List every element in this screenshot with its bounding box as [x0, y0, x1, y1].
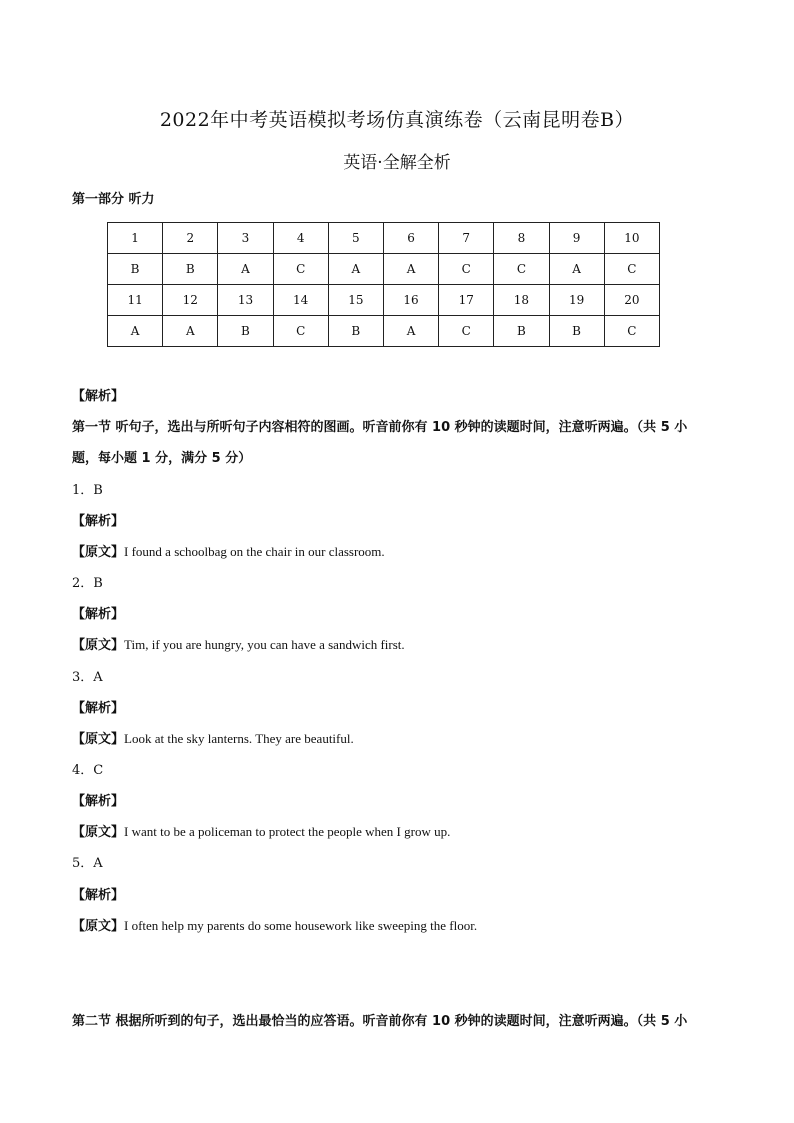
- table-cell: A: [549, 254, 604, 285]
- table-cell: C: [604, 254, 659, 285]
- question-number: 4．C: [72, 763, 104, 778]
- table-cell: 18: [494, 285, 549, 316]
- question-analysis-label: 【解析】: [72, 701, 125, 716]
- table-cell: B: [108, 254, 163, 285]
- table-cell: 20: [604, 285, 659, 316]
- table-row: [108, 316, 660, 347]
- question-analysis-label: 【解析】: [72, 794, 125, 809]
- question-number: 1．B: [72, 483, 103, 498]
- question-number: 3．A: [72, 670, 103, 685]
- table-cell: C: [604, 316, 659, 347]
- question-original: [72, 541, 385, 560]
- table-cell: 15: [328, 285, 383, 316]
- table-cell: A: [383, 316, 438, 347]
- original-label: 【原文】: [72, 732, 125, 747]
- table-cell: C: [439, 316, 494, 347]
- table-cell: B: [549, 316, 604, 347]
- question-original: [72, 915, 477, 934]
- section2-instruction: 第二节 根据所听到的句子，选出最恰当的应答语。听音前你有 10 秒钟的读题时间，注意听两遍。（共 5 小: [72, 1014, 688, 1029]
- table-row: [108, 254, 660, 285]
- table-cell: A: [108, 316, 163, 347]
- table-cell: 13: [218, 285, 273, 316]
- original-label: 【原文】: [72, 638, 125, 653]
- table-cell: A: [328, 254, 383, 285]
- table-cell: 17: [439, 285, 494, 316]
- table-cell: B: [163, 254, 218, 285]
- original-label: 【原文】: [72, 825, 125, 840]
- table-cell: A: [383, 254, 438, 285]
- question-analysis-label: 【解析】: [72, 888, 125, 903]
- table-cell: 14: [273, 285, 328, 316]
- question-original: [72, 728, 354, 747]
- table-row: [108, 223, 660, 254]
- question-analysis-label: 【解析】: [72, 607, 125, 622]
- question-original: [72, 821, 450, 840]
- original-label: 【原文】: [72, 545, 125, 560]
- table-cell: 9: [549, 223, 604, 254]
- original-text: I want to be a policeman to protect the people when I grow up.: [124, 824, 451, 839]
- table-cell: B: [494, 316, 549, 347]
- part1-heading: 第一部分 听力: [72, 192, 155, 207]
- section1-instruction-cont: 题，每小题 1 分，满分 5 分）: [72, 451, 252, 466]
- table-cell: 4: [273, 223, 328, 254]
- table-cell: A: [163, 316, 218, 347]
- table-cell: 5: [328, 223, 383, 254]
- table-cell: 16: [383, 285, 438, 316]
- table-cell: A: [218, 254, 273, 285]
- document-subtitle: 英语·全解全析: [343, 153, 451, 173]
- original-text: Look at the sky lanterns. They are beautiful.: [124, 731, 354, 746]
- question-analysis-label: 【解析】: [72, 514, 125, 529]
- original-label: 【原文】: [72, 919, 125, 934]
- question-number: 2．B: [72, 576, 103, 591]
- section1-instruction: 第一节 听句子，选出与所听句子内容相符的图画。听音前你有 10 秒钟的读题时间，注意听两遍。（共 5 小: [72, 420, 688, 435]
- original-text: I often help my parents do some housework like sweeping the floor.: [124, 918, 478, 933]
- table-cell: 10: [604, 223, 659, 254]
- answer-table: [107, 222, 660, 347]
- document-title: 2022年中考英语模拟考场仿真演练卷（云南昆明卷B）: [159, 109, 635, 131]
- table-cell: 12: [163, 285, 218, 316]
- table-cell: C: [494, 254, 549, 285]
- table-cell: C: [273, 316, 328, 347]
- table-cell: 19: [549, 285, 604, 316]
- original-text: I found a schoolbag on the chair in our classroom.: [124, 544, 385, 559]
- table-cell: 11: [108, 285, 163, 316]
- table-cell: 1: [108, 223, 163, 254]
- table-cell: 2: [163, 223, 218, 254]
- question-original: [72, 634, 405, 653]
- table-cell: C: [439, 254, 494, 285]
- original-text: Tim, if you are hungry, you can have a sandwich first.: [124, 637, 405, 652]
- table-cell: 8: [494, 223, 549, 254]
- table-row: [108, 285, 660, 316]
- question-number: 5．A: [72, 856, 103, 871]
- analysis-label: 【解析】: [72, 389, 125, 404]
- table-cell: 6: [383, 223, 438, 254]
- table-cell: 7: [439, 223, 494, 254]
- table-cell: B: [328, 316, 383, 347]
- table-cell: B: [218, 316, 273, 347]
- table-cell: 3: [218, 223, 273, 254]
- table-cell: C: [273, 254, 328, 285]
